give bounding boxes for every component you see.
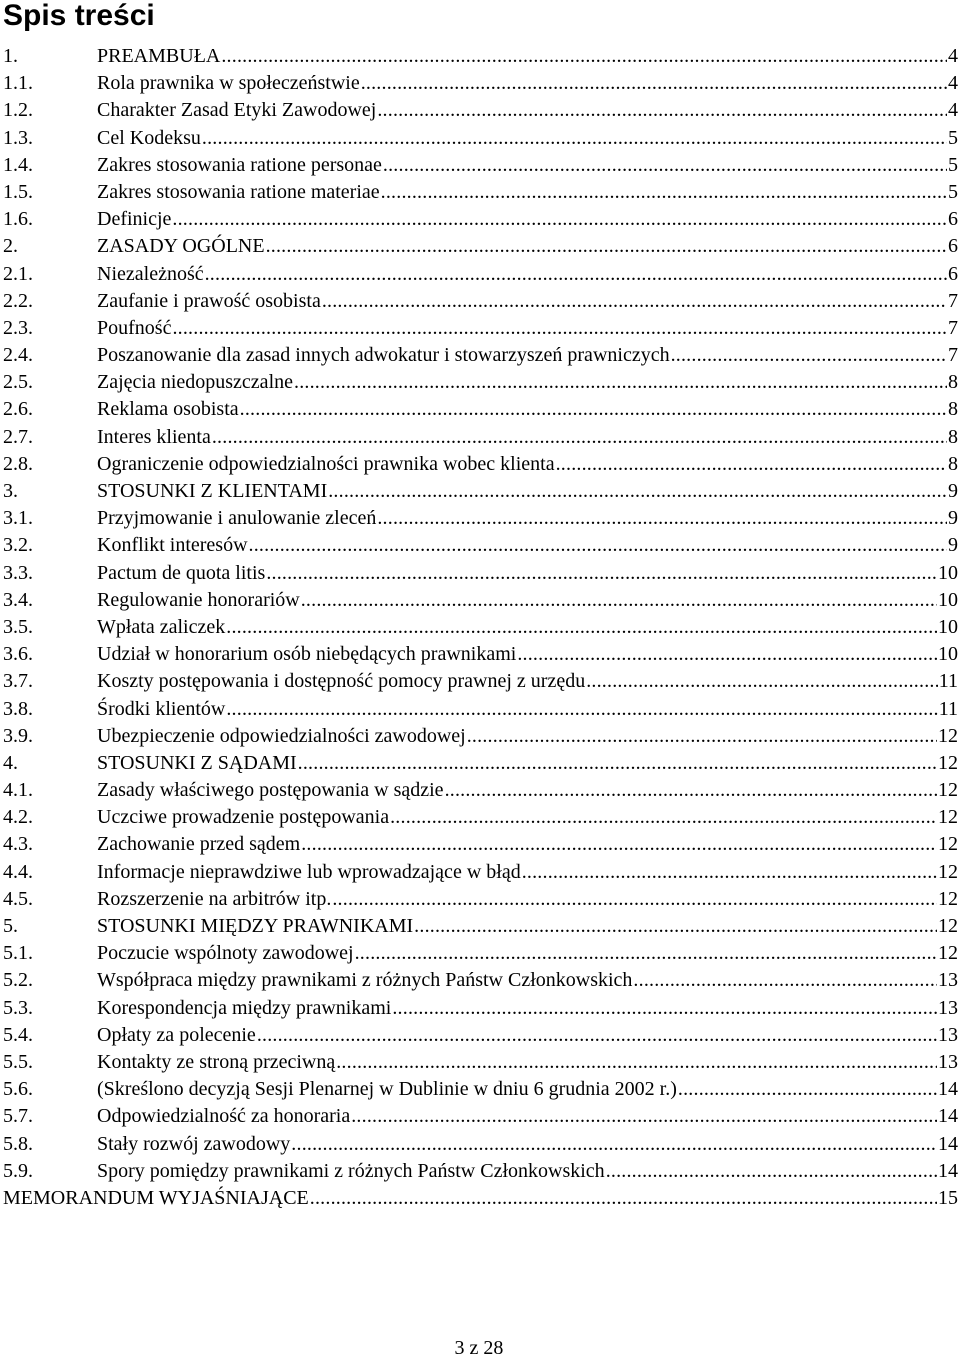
toc-entry-number: 5.1.	[3, 942, 33, 965]
toc-entry-page: 10	[938, 643, 958, 666]
toc-entry-title: Ubezpieczenie odpowiedzialności zawodowej	[97, 723, 466, 750]
dot-leader	[383, 152, 947, 179]
toc-entry-page: 11	[938, 697, 958, 720]
toc-entry-title: Interes klienta	[97, 424, 211, 451]
toc-entry-page: 12	[938, 751, 958, 774]
toc-entry-title: Zaufanie i prawość osobista	[97, 288, 321, 315]
toc-entry-title: Spory pomiędzy prawnikami z różnych Państw Członkowskich	[97, 1158, 605, 1185]
toc-entry-title: Opłaty za polecenie	[97, 1022, 256, 1049]
toc-entry-page: 15	[938, 1186, 958, 1209]
toc-entry-number: 2.5.	[3, 371, 33, 394]
dot-leader	[377, 505, 947, 532]
toc-entry-title: Rola prawnika w społeczeństwie	[97, 70, 360, 97]
toc-entry-title: Zasady właściwego postępowania w sądzie	[97, 777, 444, 804]
toc-entry[interactable]	[0, 424, 958, 451]
dot-leader	[381, 179, 947, 206]
toc-entry[interactable]	[0, 288, 958, 315]
toc-entry-number: 4.1.	[3, 779, 33, 802]
toc-entry-page: 8	[948, 452, 958, 475]
toc-entry[interactable]	[0, 505, 958, 532]
toc-entry-page: 13	[938, 969, 958, 992]
toc-entry-line	[97, 233, 958, 260]
page-number-footer	[0, 1336, 958, 1360]
toc-entry-title: MEMORANDUM WYJAŚNIAJĄCE	[3, 1185, 309, 1212]
toc-entry-page: 10	[938, 615, 958, 638]
toc-entry[interactable]	[0, 1185, 958, 1212]
toc-entry-number: 3.1.	[3, 507, 33, 530]
toc-entry-page: 14	[938, 1132, 958, 1155]
dot-leader	[310, 1185, 937, 1212]
toc-entry[interactable]	[0, 233, 958, 260]
toc-entry[interactable]	[0, 70, 958, 97]
dot-leader	[361, 70, 947, 97]
dot-leader	[291, 1131, 937, 1158]
toc-entry-title: Zakres stosowania ratione personae	[97, 152, 382, 179]
dot-leader	[355, 940, 937, 967]
toc-entry[interactable]	[0, 587, 958, 614]
toc-entry-number: 5.2.	[3, 969, 33, 992]
toc-entry-line	[97, 940, 958, 967]
toc-entry-title: Charakter Zasad Etyki Zawodowej	[97, 97, 376, 124]
toc-entry-line	[97, 723, 958, 750]
toc-entry-line	[97, 70, 958, 97]
toc-entry[interactable]	[0, 641, 958, 668]
toc-entry-title: Koszty postępowania i dostępność pomocy prawnej z urzędu	[97, 668, 585, 695]
toc-entry-line	[97, 451, 958, 478]
toc-entry-line	[97, 505, 958, 532]
toc-entry-page: 13	[938, 1023, 958, 1046]
toc-entry-line	[97, 478, 958, 505]
toc-entry-page: 5	[948, 153, 958, 176]
toc-entry-page: 10	[938, 588, 958, 611]
toc-entry-number: 4.	[3, 751, 18, 774]
toc-entry-number: 5.5.	[3, 1050, 33, 1073]
toc-entry-number: 2.3.	[3, 316, 33, 339]
dot-leader	[172, 206, 947, 233]
toc-entry-number: 1.1.	[3, 72, 33, 95]
toc-entry-page: 12	[938, 833, 958, 856]
toc-entry-title: Ograniczenie odpowiedzialności prawnika wobec klienta	[97, 451, 555, 478]
toc-entry-line	[97, 152, 958, 179]
toc-entry[interactable]	[0, 1131, 958, 1158]
toc-entry[interactable]	[0, 886, 958, 913]
toc-entry-title: Rozszerzenie na arbitrów itp.	[97, 886, 331, 913]
toc-entry[interactable]	[0, 1103, 958, 1130]
toc-entry[interactable]	[0, 1049, 958, 1076]
dot-leader	[205, 261, 947, 288]
toc-entry-number: 4.3.	[3, 833, 33, 856]
toc-entry-number: 1.	[3, 45, 18, 67]
toc-entry-title: Konflikt interesów	[97, 532, 248, 559]
toc-entry-page: 9	[948, 507, 958, 530]
toc-entry-title: Zakres stosowania ratione materiae	[97, 179, 380, 206]
toc-entry-title: Zajęcia niedopuszczalne	[97, 369, 293, 396]
toc-entry-number: 2.	[3, 235, 18, 258]
toc-entry-number: 2.7.	[3, 425, 33, 448]
dot-leader	[249, 532, 947, 559]
toc-entry-page: 12	[938, 942, 958, 965]
toc-entry-page: 14	[938, 1078, 958, 1101]
toc-entry[interactable]	[0, 451, 958, 478]
toc-entry-page: 6	[948, 235, 958, 258]
dot-leader	[266, 233, 947, 260]
toc-entry[interactable]	[0, 696, 958, 723]
dot-leader	[606, 1158, 937, 1185]
toc-entry-line	[97, 696, 958, 723]
toc-entry-title: Odpowiedzialność za honoraria	[97, 1103, 350, 1130]
toc-entry-number: 3.4.	[3, 588, 33, 611]
toc-entry[interactable]	[0, 396, 958, 423]
dot-leader	[414, 913, 937, 940]
dot-leader	[328, 478, 947, 505]
dot-leader	[202, 125, 947, 152]
toc-entry-line	[97, 288, 958, 315]
toc-entry-page: 11	[938, 670, 958, 693]
toc-entry-line	[97, 614, 958, 641]
toc-entry[interactable]	[0, 831, 958, 858]
dot-leader	[336, 1049, 937, 1076]
toc-entry-number: 2.4.	[3, 344, 33, 367]
toc-entry[interactable]	[0, 940, 958, 967]
toc-entry-title: (Skreślono decyzją Sesji Plenarnej w Dublinie w dniu 6 grudnia 2002 r.)	[97, 1076, 677, 1103]
toc-entry-line	[97, 750, 958, 777]
toc-entry-title: Udział w honorarium osób niebędących prawnikami	[97, 641, 516, 668]
toc-entry-title: Korespondencja między prawnikami	[97, 995, 391, 1022]
toc-entry[interactable]	[0, 723, 958, 750]
toc-entry-page: 8	[948, 425, 958, 448]
dot-leader	[212, 424, 947, 451]
dot-leader	[322, 288, 947, 315]
dot-leader	[298, 750, 937, 777]
dot-leader	[221, 43, 947, 70]
page-number: 3 z 28	[454, 1337, 504, 1359]
toc-entry-number: 3.6.	[3, 643, 33, 666]
dot-leader	[240, 396, 947, 423]
toc-entry-line	[97, 886, 958, 913]
toc-entry-line	[97, 179, 958, 206]
toc-entry-number: 5.8.	[3, 1132, 33, 1155]
toc-entry-line	[97, 587, 958, 614]
toc-entry-line	[97, 1158, 958, 1185]
toc-entry[interactable]	[0, 1076, 958, 1103]
dot-leader	[671, 342, 947, 369]
toc-entry-line	[97, 97, 958, 124]
toc-entry-line	[97, 641, 958, 668]
toc-entry-page: 8	[948, 398, 958, 421]
toc-entry-number: 3.3.	[3, 561, 33, 584]
toc-entry[interactable]	[0, 152, 958, 179]
dot-leader	[586, 668, 938, 695]
dot-leader	[226, 614, 937, 641]
toc-entry[interactable]	[0, 342, 958, 369]
toc-entry-line	[3, 1185, 958, 1212]
toc-entry-title: Reklama osobista	[97, 396, 239, 423]
toc-entry-number: 1.4.	[3, 153, 33, 176]
toc-entry-number: 2.6.	[3, 398, 33, 421]
toc-entry-line	[97, 125, 958, 152]
toc-entry[interactable]	[0, 478, 958, 505]
toc-entry-number: 1.5.	[3, 180, 33, 203]
toc-entry-number: 3.5.	[3, 615, 33, 638]
toc-entry-number: 5.9.	[3, 1159, 33, 1182]
dot-leader	[467, 723, 937, 750]
toc-entry[interactable]	[0, 315, 958, 342]
dot-leader	[556, 451, 947, 478]
toc-entry-page: 9	[948, 480, 958, 502]
dot-leader	[390, 804, 937, 831]
toc-entry[interactable]	[0, 1158, 958, 1185]
toc-entry-title: Niezależność	[97, 261, 204, 288]
toc-entry-number: 5.4.	[3, 1023, 33, 1046]
toc-entry[interactable]	[0, 668, 958, 695]
toc-entry-number: 3.9.	[3, 724, 33, 747]
toc-entry-number: 5.	[3, 915, 18, 937]
toc-entry-title: Definicje	[97, 206, 171, 233]
toc-entry-number: 4.5.	[3, 887, 33, 910]
toc-entry-number: 1.6.	[3, 208, 33, 231]
toc-entry-page: 12	[938, 724, 958, 747]
toc-entry-line	[97, 995, 958, 1022]
toc-entry-number: 5.6.	[3, 1078, 33, 1101]
toc-entry-page: 14	[938, 1105, 958, 1128]
toc-entry-line	[97, 1022, 958, 1049]
toc-entry-title: Środki klientów	[97, 696, 225, 723]
dot-leader	[332, 886, 937, 913]
toc-entry-page: 12	[938, 779, 958, 802]
toc-entry[interactable]	[0, 179, 958, 206]
toc-entry-line	[97, 532, 958, 559]
toc-entry-title: Kontakty ze stroną przeciwną	[97, 1049, 335, 1076]
toc-entry-page: 13	[938, 1050, 958, 1073]
toc-entry-title: STOSUNKI Z KLIENTAMI	[97, 478, 327, 505]
toc-entry-title: Informacje nieprawdziwe lub wprowadzające w błąd	[97, 859, 521, 886]
toc-entry[interactable]	[0, 967, 958, 994]
toc-entry-number: 4.2.	[3, 806, 33, 829]
toc-entry-title: Cel Kodeksu	[97, 125, 201, 152]
toc-entry-line	[97, 1131, 958, 1158]
toc-entry-title: STOSUNKI MIĘDZY PRAWNIKAMI	[97, 913, 413, 940]
toc-entry-title: Zachowanie przed sądem	[97, 831, 300, 858]
toc-entry-page: 13	[938, 996, 958, 1019]
dot-leader	[445, 777, 937, 804]
toc-entry-page: 7	[948, 316, 958, 339]
toc-entry-number: 1.3.	[3, 126, 33, 149]
dot-leader	[678, 1076, 937, 1103]
toc-entry[interactable]	[0, 261, 958, 288]
toc-entry-page: 8	[948, 371, 958, 394]
toc-entry-number: 2.8.	[3, 452, 33, 475]
toc-entry[interactable]	[0, 369, 958, 396]
toc-entry[interactable]	[0, 859, 958, 886]
toc-entry-title: Stały rozwój zawodowy	[97, 1131, 290, 1158]
toc-entry-page: 4	[948, 99, 958, 122]
toc-entry-line	[97, 315, 958, 342]
toc-entry-line	[97, 43, 958, 70]
toc-entry-page: 6	[948, 208, 958, 231]
toc-entry-page: 10	[938, 561, 958, 584]
dot-leader	[633, 967, 937, 994]
toc-entry[interactable]	[0, 125, 958, 152]
dot-leader	[226, 696, 937, 723]
toc-entry-number: 2.2.	[3, 289, 33, 312]
toc-entry-page: 12	[938, 860, 958, 883]
toc-entry-title: STOSUNKI Z SĄDAMI	[97, 750, 297, 777]
toc-entry-number: 3.2.	[3, 534, 33, 557]
table-of-contents	[0, 43, 958, 1212]
toc-entry-line	[97, 668, 958, 695]
toc-entry-page: 7	[948, 289, 958, 312]
toc-entry[interactable]	[0, 804, 958, 831]
toc-entry-title: Poufność	[97, 315, 171, 342]
toc-entry-title: ZASADY OGÓLNE	[97, 233, 265, 260]
dot-leader	[266, 560, 937, 587]
dot-leader	[294, 369, 947, 396]
toc-entry-title: Poszanowanie dla zasad innych adwokatur i stowarzyszeń prawniczych	[97, 342, 670, 369]
toc-entry-number: 2.1.	[3, 262, 33, 285]
toc-entry-page: 5	[948, 126, 958, 149]
toc-entry-page: 4	[948, 72, 958, 95]
toc-entry-line	[97, 831, 958, 858]
toc-entry[interactable]	[0, 43, 958, 70]
toc-entry-line	[97, 1103, 958, 1130]
toc-entry-number: 5.7.	[3, 1105, 33, 1128]
dot-leader	[377, 97, 947, 124]
dot-leader	[517, 641, 937, 668]
toc-entry-number: 5.3.	[3, 996, 33, 1019]
dot-leader	[257, 1022, 937, 1049]
dot-leader	[392, 995, 937, 1022]
toc-entry-page: 4	[948, 45, 958, 67]
toc-entry-page: 12	[938, 806, 958, 829]
toc-entry-title: Wpłata zaliczek	[97, 614, 225, 641]
toc-entry-line	[97, 859, 958, 886]
toc-entry-line	[97, 206, 958, 233]
toc-entry[interactable]	[0, 206, 958, 233]
toc-entry-line	[97, 777, 958, 804]
toc-entry-page: 12	[938, 915, 958, 937]
toc-entry[interactable]	[0, 995, 958, 1022]
toc-entry[interactable]	[0, 560, 958, 587]
toc-entry-title: Poczucie wspólnoty zawodowej	[97, 940, 354, 967]
toc-entry-line	[97, 369, 958, 396]
toc-entry[interactable]	[0, 1022, 958, 1049]
toc-entry-title: Pactum de quota litis	[97, 560, 265, 587]
toc-entry[interactable]	[0, 777, 958, 804]
toc-entry-line	[97, 1049, 958, 1076]
toc-entry[interactable]	[0, 97, 958, 124]
toc-entry[interactable]	[0, 750, 958, 777]
toc-entry-title: PREAMBUŁA	[97, 43, 220, 70]
toc-entry-line	[97, 342, 958, 369]
dot-leader	[522, 859, 937, 886]
toc-entry-line	[97, 1076, 958, 1103]
dot-leader	[301, 831, 937, 858]
toc-entry-line	[97, 913, 958, 940]
toc-entry-page: 9	[948, 534, 958, 557]
toc-entry-number: 4.4.	[3, 860, 33, 883]
dot-leader	[301, 587, 937, 614]
toc-entry-line	[97, 424, 958, 451]
toc-entry-title: Współpraca między prawnikami z różnych Państw Członkowskich	[97, 967, 632, 994]
toc-entry-number: 1.2.	[3, 99, 33, 122]
dot-leader	[172, 315, 947, 342]
toc-entry-title: Przyjmowanie i anulowanie zleceń	[97, 505, 376, 532]
toc-entry-page: 12	[938, 887, 958, 910]
toc-entry-line	[97, 804, 958, 831]
toc-entry-number: 3.	[3, 480, 18, 502]
toc-entry[interactable]	[0, 614, 958, 641]
dot-leader	[351, 1103, 937, 1130]
toc-entry-line	[97, 396, 958, 423]
toc-entry-title: Uczciwe prowadzenie postępowania	[97, 804, 389, 831]
page-title: Spis treści	[3, 0, 155, 32]
toc-entry[interactable]	[0, 532, 958, 559]
toc-entry-number: 3.7.	[3, 670, 33, 693]
toc-entry-page: 7	[948, 344, 958, 367]
toc-entry-line	[97, 261, 958, 288]
toc-entry-page: 6	[948, 262, 958, 285]
toc-entry-page: 14	[938, 1159, 958, 1182]
toc-entry[interactable]	[0, 913, 958, 940]
toc-entry-number: 3.8.	[3, 697, 33, 720]
toc-entry-line	[97, 967, 958, 994]
toc-entry-title: Regulowanie honorariów	[97, 587, 300, 614]
toc-entry-page: 5	[948, 180, 958, 203]
toc-entry-line	[97, 560, 958, 587]
